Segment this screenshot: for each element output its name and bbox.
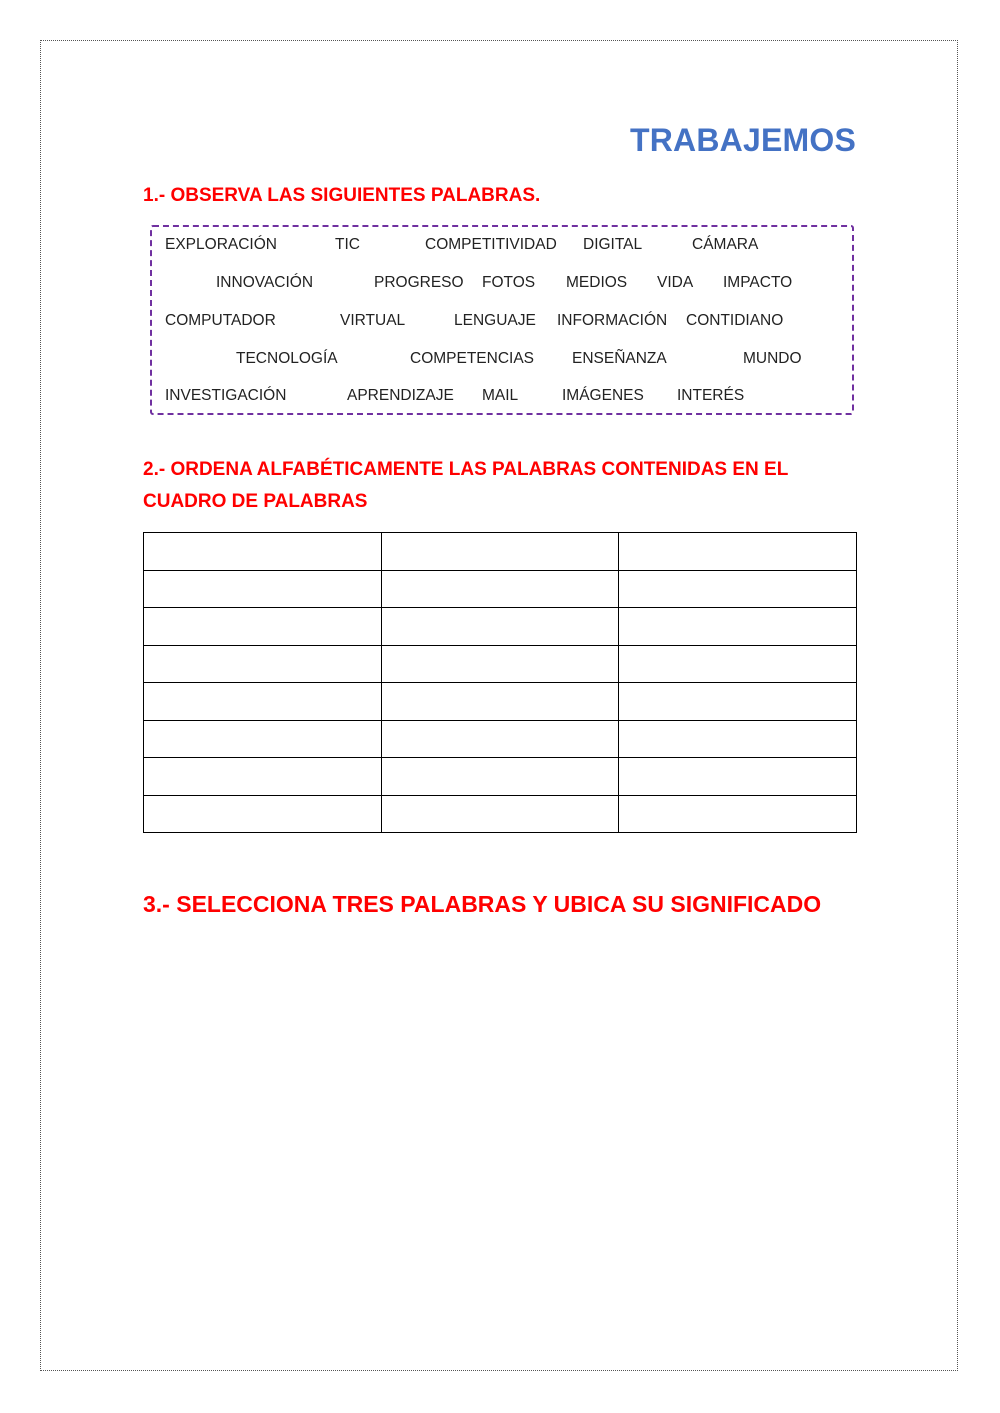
word-interes: INTERÉS — [677, 387, 745, 404]
answer-cell[interactable] — [381, 758, 619, 796]
word-digital: DIGITAL — [583, 236, 643, 253]
answer-cell[interactable] — [619, 608, 857, 646]
answer-cell[interactable] — [381, 795, 619, 833]
word-lenguaje: LENGUAJE — [454, 312, 536, 329]
answer-cell[interactable] — [144, 720, 382, 758]
answer-cell[interactable] — [144, 795, 382, 833]
word-box — [150, 225, 854, 415]
word-fotos: FOTOS — [482, 274, 536, 291]
answer-cell[interactable] — [619, 645, 857, 683]
word-innovacion: INNOVACIÓN — [216, 274, 314, 291]
answer-table — [143, 532, 857, 833]
table-row — [144, 795, 857, 833]
word-mundo: MUNDO — [743, 350, 802, 367]
answer-cell[interactable] — [381, 683, 619, 721]
word-impacto: IMPACTO — [723, 274, 793, 291]
word-tic: TIC — [335, 236, 360, 253]
word-vida: VIDA — [657, 274, 694, 291]
answer-cell[interactable] — [619, 758, 857, 796]
table-row — [144, 533, 857, 571]
word-progreso: PROGRESO — [374, 274, 464, 291]
word-ensenanza: ENSEÑANZA — [572, 350, 667, 367]
table-row — [144, 683, 857, 721]
word-tecnologia: TECNOLOGÍA — [236, 350, 338, 367]
answer-cell[interactable] — [619, 795, 857, 833]
answer-cell[interactable] — [619, 533, 857, 571]
word-aprendizaje: APRENDIZAJE — [347, 387, 454, 404]
word-virtual: VIRTUAL — [340, 312, 406, 329]
answer-cell[interactable] — [381, 645, 619, 683]
table-row — [144, 645, 857, 683]
answer-cell[interactable] — [381, 720, 619, 758]
answer-cell[interactable] — [619, 570, 857, 608]
word-imagenes: IMÁGENES — [562, 387, 644, 404]
table-row — [144, 570, 857, 608]
answer-cell[interactable] — [144, 683, 382, 721]
word-informacion: INFORMACIÓN — [557, 312, 668, 329]
section3-heading: 3.- SELECCIONA TRES PALABRAS Y UBICA SU SIGNIFICADO — [143, 891, 822, 917]
word-medios: MEDIOS — [566, 274, 628, 291]
word-camara: CÁMARA — [692, 236, 759, 253]
word-contidiano: CONTIDIANO — [686, 312, 784, 329]
answer-cell[interactable] — [144, 758, 382, 796]
word-computador: COMPUTADOR — [165, 312, 276, 329]
word-exploracion: EXPLORACIÓN — [165, 236, 277, 253]
table-row — [144, 758, 857, 796]
answer-cell[interactable] — [144, 608, 382, 646]
word-competitividad: COMPETITIVIDAD — [425, 236, 557, 253]
word-investigacion: INVESTIGACIÓN — [165, 387, 287, 404]
section2-heading — [143, 454, 843, 518]
word-competencias: COMPETENCIAS — [410, 350, 535, 367]
table-row — [144, 608, 857, 646]
answer-cell[interactable] — [144, 645, 382, 683]
word-mail: MAIL — [482, 387, 519, 404]
answer-cell[interactable] — [144, 570, 382, 608]
answer-cell[interactable] — [381, 608, 619, 646]
answer-cell[interactable] — [144, 533, 382, 571]
table-row — [144, 720, 857, 758]
section1-heading: 1.- OBSERVA LAS SIGUIENTES PALABRAS. — [143, 185, 541, 206]
answer-cell[interactable] — [619, 683, 857, 721]
answer-cell[interactable] — [619, 720, 857, 758]
section2-heading-line2: CUADRO DE PALABRAS — [143, 491, 368, 512]
section2-heading-line1: 2.- ORDENA ALFABÉTICAMENTE LAS PALABRAS CONTENIDAS EN EL — [143, 459, 789, 480]
page-title: TRABAJEMOS — [629, 122, 856, 158]
answer-cell[interactable] — [381, 570, 619, 608]
answer-cell[interactable] — [381, 533, 619, 571]
